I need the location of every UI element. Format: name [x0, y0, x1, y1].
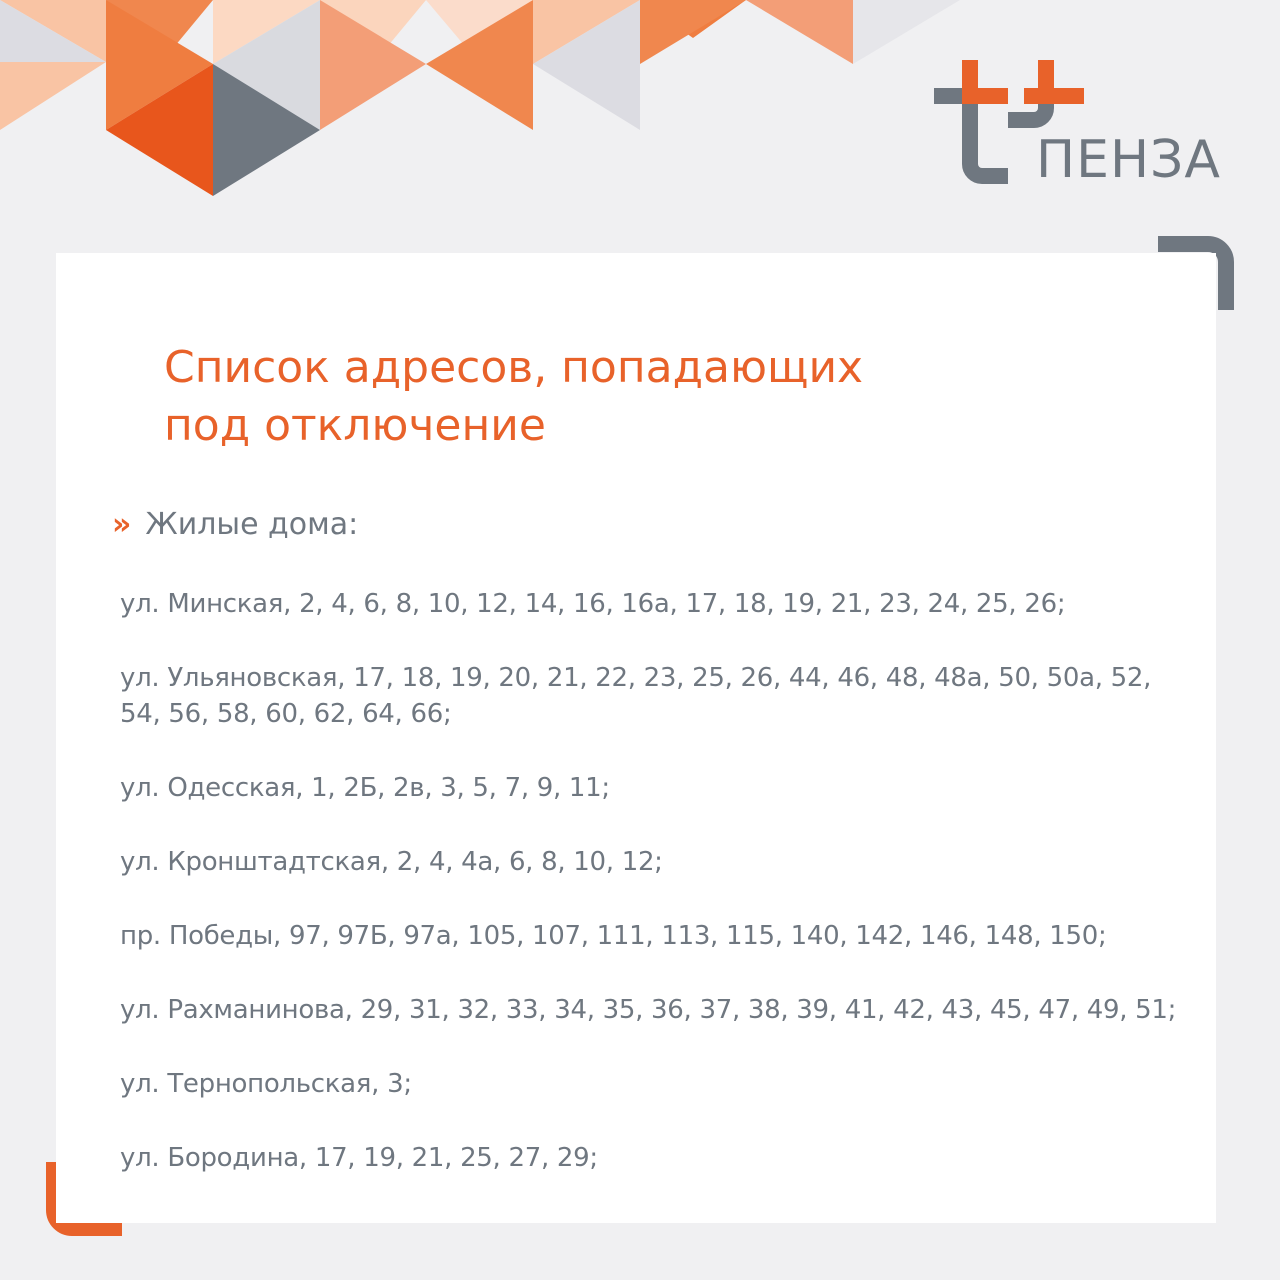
page-title-line-1: Список адресов, попадающих — [164, 342, 864, 393]
list-item: ул. Ульяновская, 17, 18, 19, 20, 21, 22, 23, 25, 26, 44, 46, 48, 48а, 50, 50а, 52, 54, 56, 58, 60, 62, 64, 66; — [120, 663, 1152, 729]
list-item: ул. Бородина, 17, 19, 21, 25, 27, 29; — [120, 1143, 598, 1173]
address-list — [120, 586, 1190, 1214]
list-item: ул. Кронштадтская, 2, 4, 4а, 6, 8, 10, 12; — [120, 847, 663, 877]
page-title-line-2: под отключение — [164, 400, 546, 451]
triangle-pattern — [0, 0, 960, 200]
list-item: ул. Минская, 2, 4, 6, 8, 10, 12, 14, 16, 16а, 17, 18, 19, 21, 23, 24, 25, 26; — [120, 589, 1066, 619]
list-item: ул. Тернопольская, 3; — [120, 1069, 412, 1099]
list-item: ул. Одесская, 1, 2Б, 2в, 3, 5, 7, 9, 11; — [120, 773, 610, 803]
content-card — [56, 253, 1216, 1223]
brand-city-name: ПЕНЗА — [1036, 130, 1221, 190]
section-title: Жилые дома: — [145, 507, 359, 542]
list-item: пр. Победы, 97, 97Б, 97а, 105, 107, 111, 113, 115, 140, 142, 146, 148, 150; — [120, 921, 1107, 951]
list-item: ул. Рахманинова, 29, 31, 32, 33, 34, 35, 36, 37, 38, 39, 41, 42, 43, 45, 47, 49, 51; — [120, 995, 1177, 1025]
section-header — [112, 507, 358, 542]
page-title — [164, 339, 863, 455]
double-chevron-right-icon: » — [112, 507, 132, 542]
